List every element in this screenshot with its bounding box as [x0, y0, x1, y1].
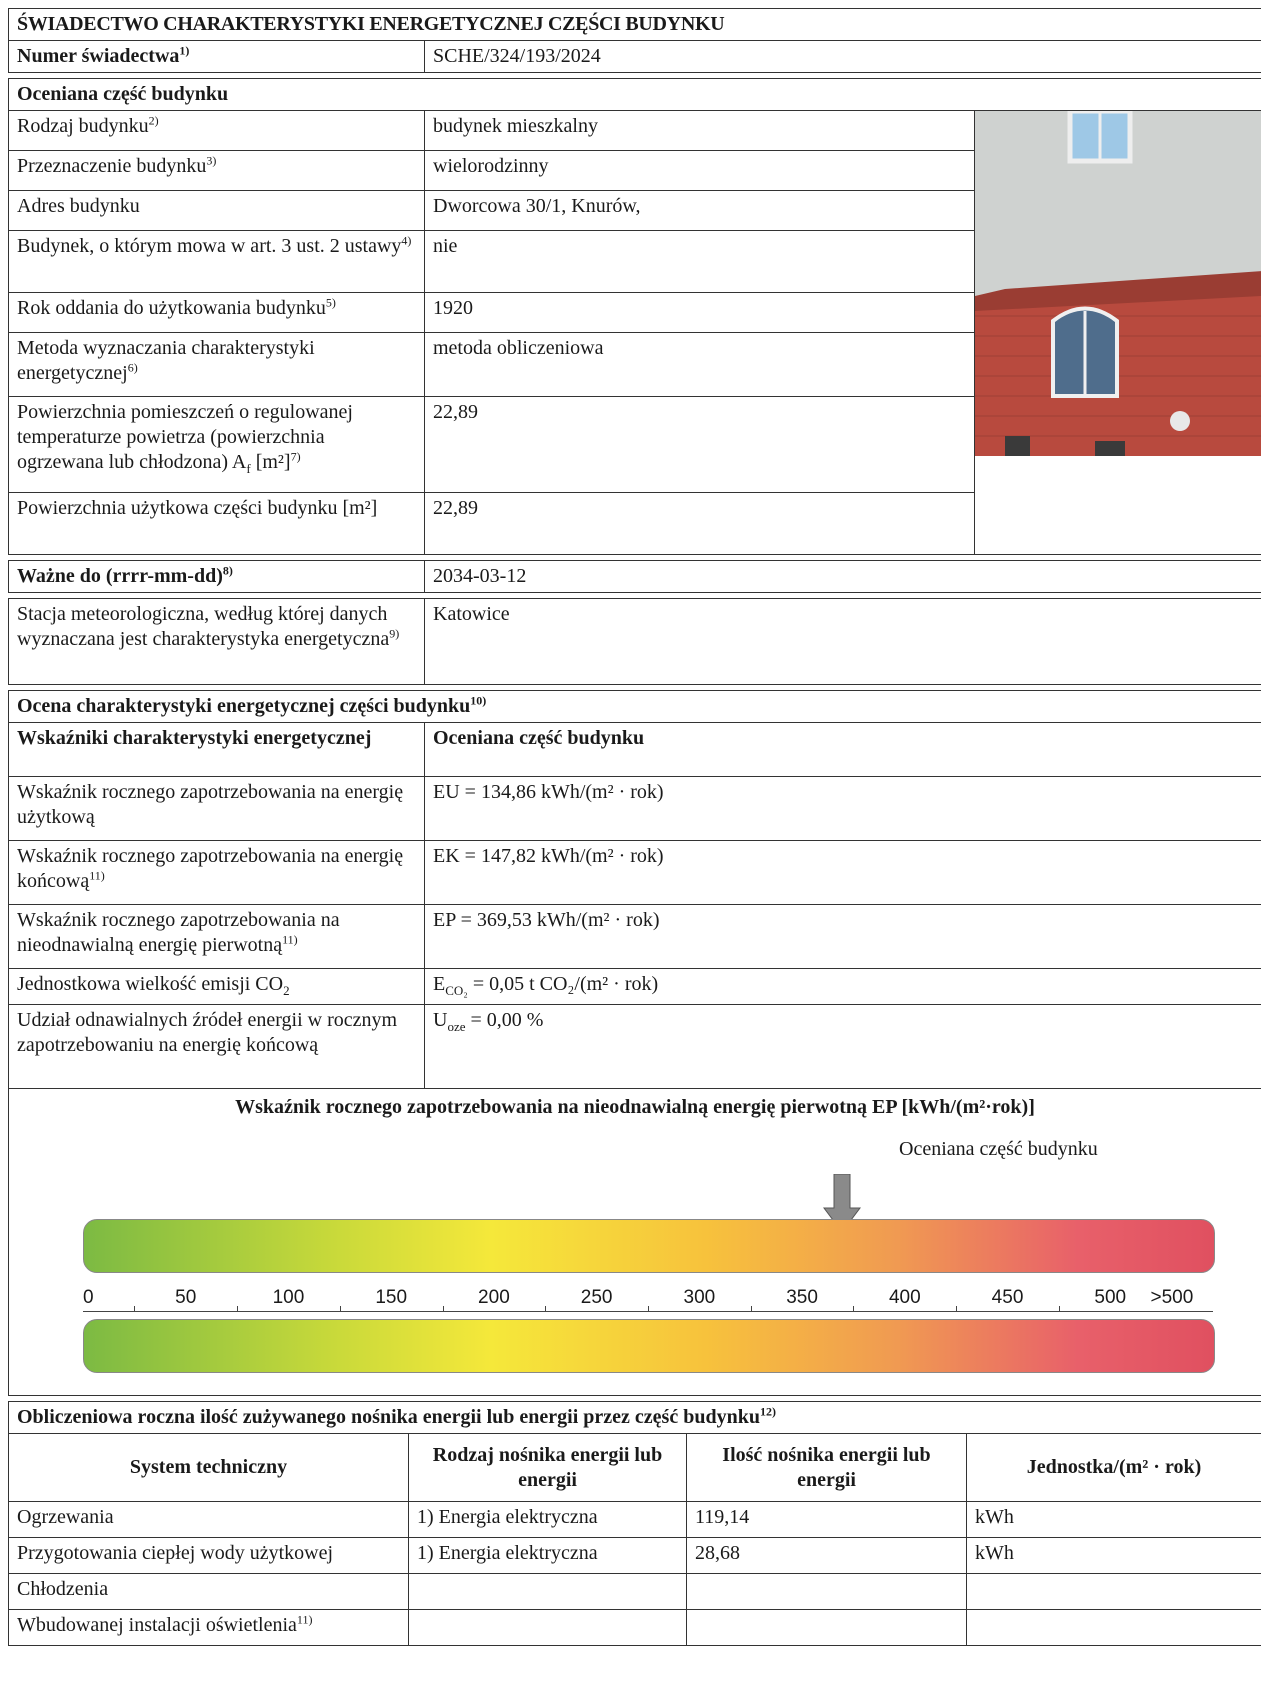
row-value: metoda obliczeniowa	[425, 333, 975, 397]
col-carrier: Rodzaj nośnika energii lub energii	[409, 1434, 687, 1502]
ep-scale-tick-label: 50	[175, 1287, 197, 1308]
ep-scale-minor-tick	[237, 1306, 238, 1311]
ep-scale-tick-label: 0	[83, 1287, 94, 1308]
validity-table	[8, 560, 1261, 593]
building-photo	[975, 111, 1261, 555]
system-cell: Ogrzewania	[9, 1502, 409, 1538]
co2-label: Jednostkowa wielkość emisji $CO_2$	[9, 969, 425, 1005]
oze-value: $U_{oze} = 0,00$ %	[425, 1005, 1261, 1089]
certificate-page	[8, 8, 1261, 1646]
row-label: Rok oddania do użytkowania budynku$^{5)}$	[9, 293, 425, 333]
ep-scale-axis	[83, 1311, 1213, 1312]
ep-scale-minor-tick	[1059, 1306, 1060, 1311]
row-label: Metoda wyznaczania charakterystyki energetycznej$^{6)}$	[9, 333, 425, 397]
ep-scale-cell	[9, 1089, 1261, 1396]
table-row	[9, 1538, 1261, 1574]
station-table	[8, 598, 1261, 685]
ep-scale-tick-label: 250	[580, 1287, 613, 1308]
ep-scale-tick-label: 150	[375, 1287, 408, 1308]
section-assessed-title: Oceniana część budynku	[9, 79, 1261, 111]
indicator-label: Wskaźnik rocznego zapotrzebowania na energię użytkową	[9, 777, 425, 841]
building-photo-image	[975, 111, 1261, 456]
carrier-cell: 1) Energia elektryczna	[409, 1538, 687, 1574]
oze-label: Udział odnawialnych źródeł energii w rocznym zapotrzebowaniu na energię końcową	[9, 1005, 425, 1089]
table-row	[9, 1574, 1261, 1610]
ep-scale-minor-tick	[956, 1306, 957, 1311]
header-table	[8, 8, 1261, 73]
co2-value: $E_{CO_2} = 0,05$ t CO₂/(m² · rok)	[425, 969, 1261, 1005]
system-cell: Wbudowanej instalacji oświetlenia$^{11)}$	[9, 1610, 409, 1646]
ep-scale-title: Wskaźnik rocznego zapotrzebowania na nieodnawialną energię pierwotną EP [kWh/(m²·rok)]	[235, 1096, 1035, 1118]
system-cell: Chłodzenia	[9, 1574, 409, 1610]
ep-scale-bar-top	[83, 1219, 1215, 1273]
system-cell: Przygotowania ciepłej wody użytkowej	[9, 1538, 409, 1574]
ep-scale-tick-label: 350	[786, 1287, 818, 1308]
valid-until-label: Ważne do (rrrr-mm-dd)$^{8)}$	[9, 561, 425, 593]
col-unit: Jednostka/(m² · rok)	[967, 1434, 1261, 1502]
row-value: budynek mieszkalny	[425, 111, 975, 151]
unit-cell: kWh	[967, 1538, 1261, 1574]
certificate-number-value: SCHE/324/193/2024	[425, 41, 1261, 73]
ep-marker-label: Oceniana część budynku	[899, 1138, 1098, 1160]
indicator-label: Wskaźnik rocznego zapotrzebowania na energię końcową$^{11)}$	[9, 841, 425, 905]
unit-cell	[967, 1574, 1261, 1610]
row-value: wielorodzinny	[425, 151, 975, 191]
ep-scale-tick-label: 450	[991, 1287, 1024, 1308]
row-value: nie	[425, 231, 975, 293]
indicator-value-ep: EP = 369,53 kWh/(m² · rok)	[425, 905, 1261, 969]
rating-table	[8, 690, 1261, 1396]
ep-scale-tick-label: 200	[478, 1287, 510, 1308]
row-label: Budynek, o którym mowa w art. 3 ust. 2 ustawy$^{4)}$	[9, 231, 425, 293]
table-row	[9, 1610, 1261, 1646]
table-row	[9, 1502, 1261, 1538]
document-title: ŚWIADECTWO CHARAKTERYSTYKI ENERGETYCZNEJ CZĘŚCI BUDYNKU	[9, 9, 1261, 41]
consumption-title: Obliczeniowa roczna ilość zużywanego nośnika energii lub energii przez część budynku$^{12)}$	[9, 1402, 1261, 1434]
amount-cell	[687, 1574, 967, 1610]
carrier-cell: 1) Energia elektryczna	[409, 1502, 687, 1538]
row-value: 22,89	[425, 397, 975, 493]
certificate-number-label: Numer świadectwa$^{1)}$	[9, 41, 425, 73]
row-label: Przeznaczenie budynku$^{3)}$	[9, 151, 425, 191]
ep-scale-minor-tick	[340, 1306, 341, 1311]
station-label: Stacja meteorologiczna, według której danych wyznaczana jest charakterystyka energetyczna$^{9)}$	[9, 599, 425, 685]
row-label: Powierzchnia pomieszczeń o regulowanej temperaturze powietrza (powierzchnia ogrzewana lub chłodzona) $A_f$ $[m^2]^{7)}$	[9, 397, 425, 493]
carrier-cell	[409, 1610, 687, 1646]
indicator-label: Wskaźnik rocznego zapotrzebowania na nieodnawialną energię pierwotną$^{11)}$	[9, 905, 425, 969]
rating-title: Ocena charakterystyki energetycznej części budynku$^{10)}$	[9, 691, 1261, 723]
ep-scale	[9, 1089, 1261, 1395]
valid-until-value: 2034-03-12	[425, 561, 1261, 593]
ep-scale-minor-tick	[751, 1306, 752, 1311]
ep-scale-minor-tick	[545, 1306, 546, 1311]
rating-col-indicators: Wskaźniki charakterystyki energetycznej	[9, 723, 425, 777]
row-label: Rodzaj budynku$^{2)}$	[9, 111, 425, 151]
ep-scale-minor-tick	[648, 1306, 649, 1311]
building-table	[8, 78, 1261, 555]
ep-scale-minor-tick	[443, 1306, 444, 1311]
ep-scale-tick-label: 400	[888, 1287, 921, 1308]
amount-cell	[687, 1610, 967, 1646]
ep-scale-minor-tick	[134, 1306, 135, 1311]
station-value: Katowice	[425, 599, 1261, 685]
row-value: 1920	[425, 293, 975, 333]
carrier-cell	[409, 1574, 687, 1610]
ep-scale-tick-label: 500	[1094, 1287, 1127, 1308]
unit-cell: kWh	[967, 1502, 1261, 1538]
amount-cell: 28,68	[687, 1538, 967, 1574]
amount-cell: 119,14	[687, 1502, 967, 1538]
rating-col-assessed: Oceniana część budynku	[425, 723, 1261, 777]
row-value: 22,89	[425, 493, 975, 555]
col-system: System techniczny	[9, 1434, 409, 1502]
row-value: Dworcowa 30/1, Knurów,	[425, 191, 975, 231]
indicator-value-ek: EK = 147,82 kWh/(m² · rok)	[425, 841, 1261, 905]
indicator-value-eu: EU = 134,86 kWh/(m² · rok)	[425, 777, 1261, 841]
row-label: Powierzchnia użytkowa części budynku [m²]	[9, 493, 425, 555]
ep-scale-minor-tick	[853, 1306, 854, 1311]
consumption-table	[8, 1401, 1261, 1646]
unit-cell	[967, 1610, 1261, 1646]
ep-scale-tick-label: 100	[272, 1287, 305, 1308]
col-amount: Ilość nośnika energii lub energii	[687, 1434, 967, 1502]
ep-scale-tick-label: >500	[1150, 1287, 1194, 1308]
row-label: Adres budynku	[9, 191, 425, 231]
ep-scale-bar-bottom	[83, 1319, 1215, 1373]
ep-scale-tick-label: 300	[683, 1287, 716, 1308]
